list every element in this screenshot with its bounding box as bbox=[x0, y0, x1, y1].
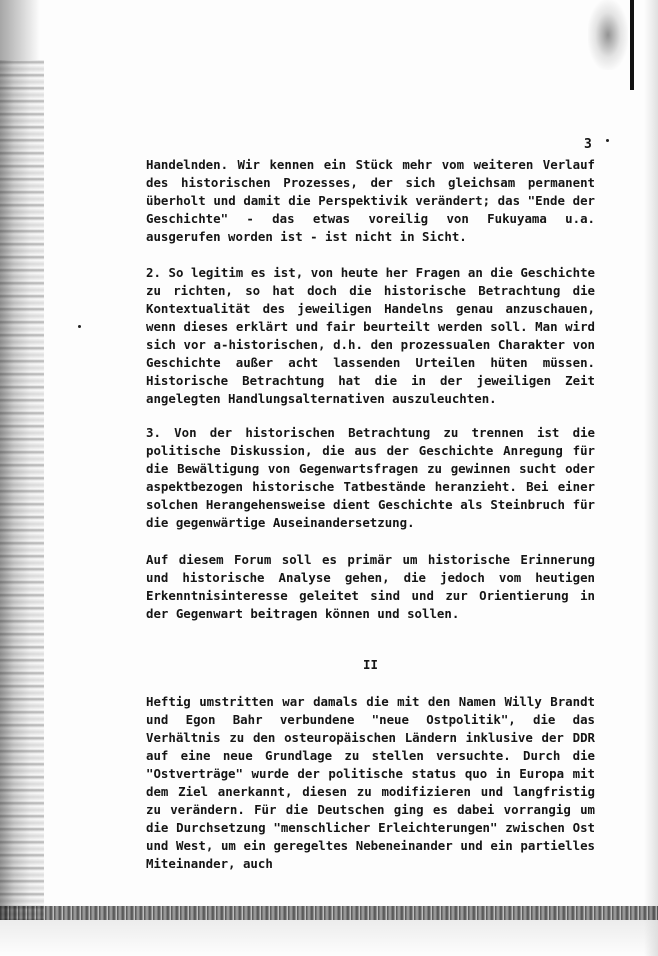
paragraph-forum bbox=[146, 551, 595, 623]
scan-bar-top-right bbox=[630, 0, 634, 90]
section-heading: II bbox=[363, 657, 378, 672]
scan-speck bbox=[78, 325, 81, 328]
scan-bottom-fade bbox=[0, 920, 658, 956]
paragraph-point-3 bbox=[146, 424, 595, 532]
scan-edge-top-left bbox=[0, 0, 40, 60]
scan-smudge-top-right bbox=[588, 0, 628, 70]
paragraph-ostpolitik bbox=[146, 693, 595, 873]
paragraph-text: Auf diesem Forum soll es primär um historische Erinnerung und historische Analyse gehen, die jedoch vom heutigen Erkenntnisinteresse geleitet sind und zur Orientierung in der Gegenwart beitragen können und sollen. bbox=[146, 552, 595, 621]
scan-speck bbox=[606, 139, 609, 142]
paragraph-text: 3. Von der historischen Betrachtung zu trennen ist die politische Diskussion, die aus der Geschichte Anregung für die Bewältigung von Gegenwartsfragen zu gewinnen sucht oder aspektbezogen historische Tatbestände heranzieht. Bei einer solchen Herangehensweise dient Geschichte als Steinbruch für die gegenwärtige Auseinandersetzung. bbox=[146, 425, 595, 530]
paragraph-point-2 bbox=[146, 264, 595, 408]
paragraph-text: 2. So legitim es ist, von heute her Fragen an die Geschichte zu richten, so hat doch die historische Betrachtung die Kontextualität des jeweiligen Handelns genau anzuschauen, wenn dieses erklärt und fair beurteilt werden soll. Man wird sich vor a-historischen, d.h. den prozessualen Charakter von Geschichte außer acht lassenden Urteilen hüten müssen. Historische Betrachtung hat die in der jeweiligen Zeit angelegten Handlungsalternativen auszuleuchten. bbox=[146, 265, 595, 406]
paragraph-text: Handelnden. Wir kennen ein Stück mehr vom weiteren Verlauf des historischen Prozesses, der sich gleichsam permanent überholt und damit die Perspektivik verändert; das "Ende der Geschichte" - das etwas voreilig von Fukuyama u.a. ausgerufen worden ist - ist nicht in Sicht. bbox=[146, 157, 595, 244]
paragraph-continuation bbox=[146, 156, 595, 246]
paragraph-text: Heftig umstritten war damals die mit den Namen Willy Brandt und Egon Bahr verbundene "neue Ostpolitik", die das Verhältnis zu den osteuropäischen Ländern inklusive der DDR auf eine neue Grundlage zu stellen versuchte. Durch die "Ostverträge" wurde der politische status quo in Europa mit dem Ziel anerkannt, diesen zu modifizieren und langfristig zu verändern. Für die Deutschen ging es dabei vorrangig um die Durchsetzung "menschlicher Erleichterungen" zwischen Ost und West, um ein geregeltes Nebeneinander und ein partielles Miteinander, auch bbox=[146, 694, 595, 871]
page-number: 3 bbox=[584, 137, 592, 152]
scan-edge-right bbox=[644, 0, 658, 956]
scan-edge-left bbox=[0, 60, 44, 920]
scan-edge-bottom bbox=[0, 906, 658, 920]
